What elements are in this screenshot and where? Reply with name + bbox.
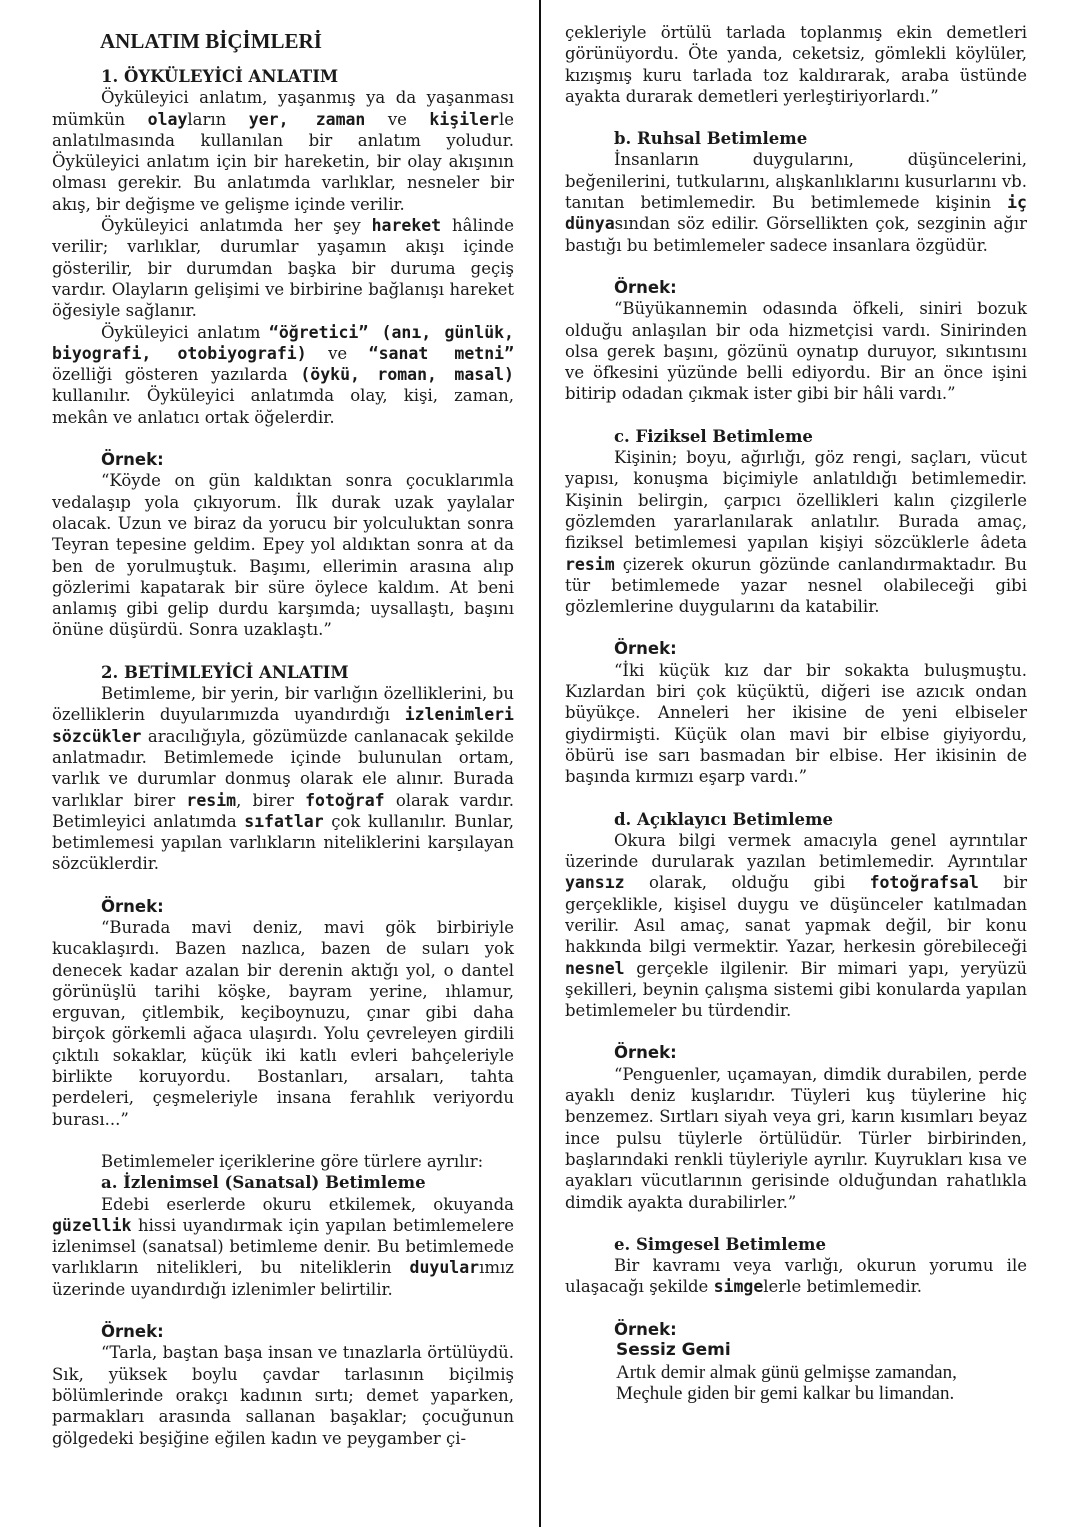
subheading-fiziksel: c. Fiziksel Betimleme: [614, 426, 813, 446]
left-column: [52, 22, 514, 1449]
paragraph: Öyküleyici anlatımda her şey hareket hâlinde verilir; varlıklar, durumlar yaşamın akışı içinde gösterilir, bir durumdan başka bir duruma geçiş vardır. Olayların gelişimi ve birbirine bağlanışı hareket öğesiyle sağlanır.: [52, 216, 514, 321]
example-quote: “Burada mavi deniz, mavi gök birbiriyle kucaklaşırdı. Bazen nazlıca, bazen de suları yok denecek kadar azalan bir derenin aktığı yol, o dantel görünüşlü tarihi köşke, bayram yerine, ıhlamur, erguvan, çitlembik, keçiboynuzu, çınar gibi daha birçok görkemli ağaca ulaşırdı. Yolu çevreleyen girdili çıktılı sokaklar, küçük iki katlı evleri bahçeleriyle birlikte koruyordu. Bostanları, arsaları, tahta perdeleri, çeşmeleriyle insana ferahlık veriyordu burası...”: [52, 917, 514, 1129]
example-quote: “Köyde on gün kaldıktan sonra çocuklarımla vedalaşıp yola çıkıyorum. İlk durak uzak yaylalar olacak. Uzun ve biraz da yorucu bir yolculuktan sonra Teyran tepesine geldim. Epey yol aldıktan sonra at da ben de yorulmuştuk. Başımı, ellerimin arasına alıp gözlerimi kapatarak bir süre öylece kaldım. At beni anlamış gibi gelip durdu karşımda; uysallaştı, başını önüne düşürdü. Sonra uzaklaştı.”: [52, 471, 514, 640]
paragraph: Edebi eserlerde okuru etkilemek, okuyanda güzellik hissi uyandırmak için yapılan betimlemelere izlenimsel (sanatsal) betimleme denir. Bu betimlemede varlıkların nitelikleri, bu niteliklerin duyularımız üzerinde uyandırdığı izlenimler belirtilir.: [52, 1194, 514, 1299]
paragraph: İnsanların duygularını, düşüncelerini, beğenilerini, tutkularını, alışkanlıklarını kusurlarını vb. tanıtan betimlemedir. Bu betimlemede kişinin iç dünyasından söz edilir. Görsellikten çok, sezginin ağır bastığı bu betimlemeler sadece insanlara özgüdür.: [565, 150, 1027, 255]
paragraph: Öyküleyici anlatım, yaşanmış ya da yaşanması mümkün olayların yer, zaman ve kişilerle anlatılmasında kullanılan bir anlatım yoludur. Öyküleyici anlatım için bir hareketin, bir olay akışının olması gerekir. Bu anlatımda varlıklar, nesneler bir akış, bir değişme ve gelişme içinde verilir.: [52, 88, 515, 214]
example-quote: “Büyükannemin odasında öfkeli, siniri bozuk olduğu anlaşılan bir oda hizmetçisi vardı. Sinirinden olsa gerek başını, gözünü oynatıp duruyor, sıkıntısını ve öfkesini yüzünde belli ediyordu. Bir an önce işini bitirip odadan çıkmak ister gibi bir hâli vardı.”: [565, 299, 1027, 404]
example-quote-continued: çekleriyle örtülü tarlada toplanmış ekin demetleri görünüyordu. Öte yanda, ceketsiz, gömlekli köylüler, kızışmış kuru tarlada toz kaldırarak, araba üstünde ayakta durarak demetleri yerleştiriyorlardı.”: [565, 23, 1027, 106]
example-quote: “Penguenler, uçamayan, dimdik durabilen, perde ayaklı deniz kuşlarıdır. Tüyleri kuş tüylerine hiç benzemez. Sırtları siyah veya gri, karın kısımları beyaz ince pulsu tüylerle örtülüdür. Türler birbirinden, başlarındaki renkli tüyleriyle ayrılır. Kuyrukları kısa ve ayakları vücutlarının gerisinde olduğundan rahatlıkla dimdik ayakta durabilirler.”: [565, 1064, 1027, 1212]
example-label: Örnek:: [614, 639, 677, 659]
poem-line: Meçhule giden bir gemi kalkar bu limandan.: [616, 1383, 955, 1405]
section-heading-oykuleyici: 1. ÖYKÜLEYİCİ ANLATIM: [101, 67, 339, 86]
example-label: Örnek:: [101, 896, 164, 916]
example-label: Örnek:: [101, 1322, 164, 1342]
paragraph: Öyküleyici anlatım “öğretici” (anı, günlük, biyografi, otobiyografi) ve “sanat metni” özelliği gösteren yazılarda (öykü, roman, masal) kullanılır. Öyküleyici anlatımda olay, kişi, zaman, mekân ve anlatıcı ortak öğelerdir.: [52, 322, 515, 427]
paragraph: Kişinin; boyu, ağırlığı, göz rengi, saçları, vücut yapısı, konuşma biçimiyle anlatıldığı betimlemedir. Kişinin belirgin, çarpıcı özellikleri kalın çizgilerle gözlemden yararlanılarak anlatılır. Burada amaç, fiziksel betimlemesi yapılan kişiyi sözcüklerle âdeta resim çizerek okurun gözünde canlandırmaktadır. Bu tür betimlemede yazar nesnel olabileceği gibi gözlemlerine duygularını da katabilir.: [565, 448, 1027, 617]
subheading-aciklayici: d. Açıklayıcı Betimleme: [614, 809, 833, 829]
subheading-simgesel: e. Simgesel Betimleme: [614, 1234, 826, 1254]
right-column: [565, 22, 1027, 1405]
subheading-izlenimsel: a. İzlenimsel (Sanatsal) Betimleme: [101, 1173, 426, 1193]
page-title: ANLATIM BİÇİMLERİ: [100, 29, 322, 53]
example-label: Örnek:: [614, 1319, 677, 1339]
column-divider: [539, 0, 541, 1527]
example-label: Örnek:: [101, 450, 164, 470]
poem-line: Artık demir almak günü gelmişse zamandan,: [616, 1361, 957, 1383]
paragraph: Bir kavramı veya varlığı, okurun yorumu ile ulaşacağı şekilde simgelerle betimlemedir.: [565, 1256, 1027, 1297]
example-quote: “Tarla, baştan başa insan ve tınazlarla örtülüydü. Sık, yüksek boylu çavdar tarlasının biçilmiş bölümlerinde orakçı kadının sırtı; demet yaparken, parmakları arasında sallanan başaklar; çocuğunun gölgedeki beşiğine eğilen kadın ve peygamber çi-: [52, 1343, 514, 1448]
example-label: Örnek:: [614, 277, 677, 297]
example-label: Örnek:: [614, 1043, 677, 1063]
example-quote: “İki küçük kız dar bir sokakta buluşmuştu. Kızlardan biri çok küçüktü, diğeri ise azıcık ondan büyükçe. Anneleri her ikisine de yeni elbiseler giydirmişti. Küçük olan mavi bir elbise giyiyordu, öbürü ise sarı basmadan bir elbise. Her ikisinin de başında kırmızı eşarp vardı.”: [565, 660, 1027, 787]
paragraph: Okura bilgi vermek amacıyla genel ayrıntılar üzerinde durularak yazılan betimlemedir. Ayrıntılar yansız olarak, olduğu gibi fotoğrafsal bir gerçeklikle, kişisel duygu ve düşünceler katılmadan verilir. Asıl amaç, sanat yapmak değil, bir konu hakkında bilgi vermektir. Yazar, herkesin görebileceği nesnel gerçekle ilgilenir. Bir mimari yapı, yeryüzü şekilleri, beynin çalışma sistemi gibi konularda yapılan betimlemeler bu türdendir.: [565, 830, 1027, 1021]
types-intro: Betimlemeler içeriklerine göre türlere ayrılır:: [101, 1151, 484, 1171]
subheading-ruhsal: b. Ruhsal Betimleme: [614, 129, 808, 149]
paragraph: Betimleme, bir yerin, bir varlığın özelliklerini, bu özelliklerin duyularımızda uyandırdığı izlenimleri sözcükler aracılığıyla, gözümüzde canlanacak şekilde anlatmadır. Betimlemede içinde bulunulan ortam, varlık ve durumlar donmuş olarak ele alınır. Burada varlıklar birer resim, birer fotoğraf olarak vardır. Betimleyici anlatımda sıfatlar çok kullanılır. Bunlar, betimlemesi yapılan varlıkların niteliklerini karşılayan sözcüklerdir.: [52, 684, 515, 874]
poem-title: Sessiz Gemi: [616, 1340, 731, 1361]
section-heading-betimleyici: 2. BETİMLEYİCİ ANLATIM: [101, 662, 349, 682]
